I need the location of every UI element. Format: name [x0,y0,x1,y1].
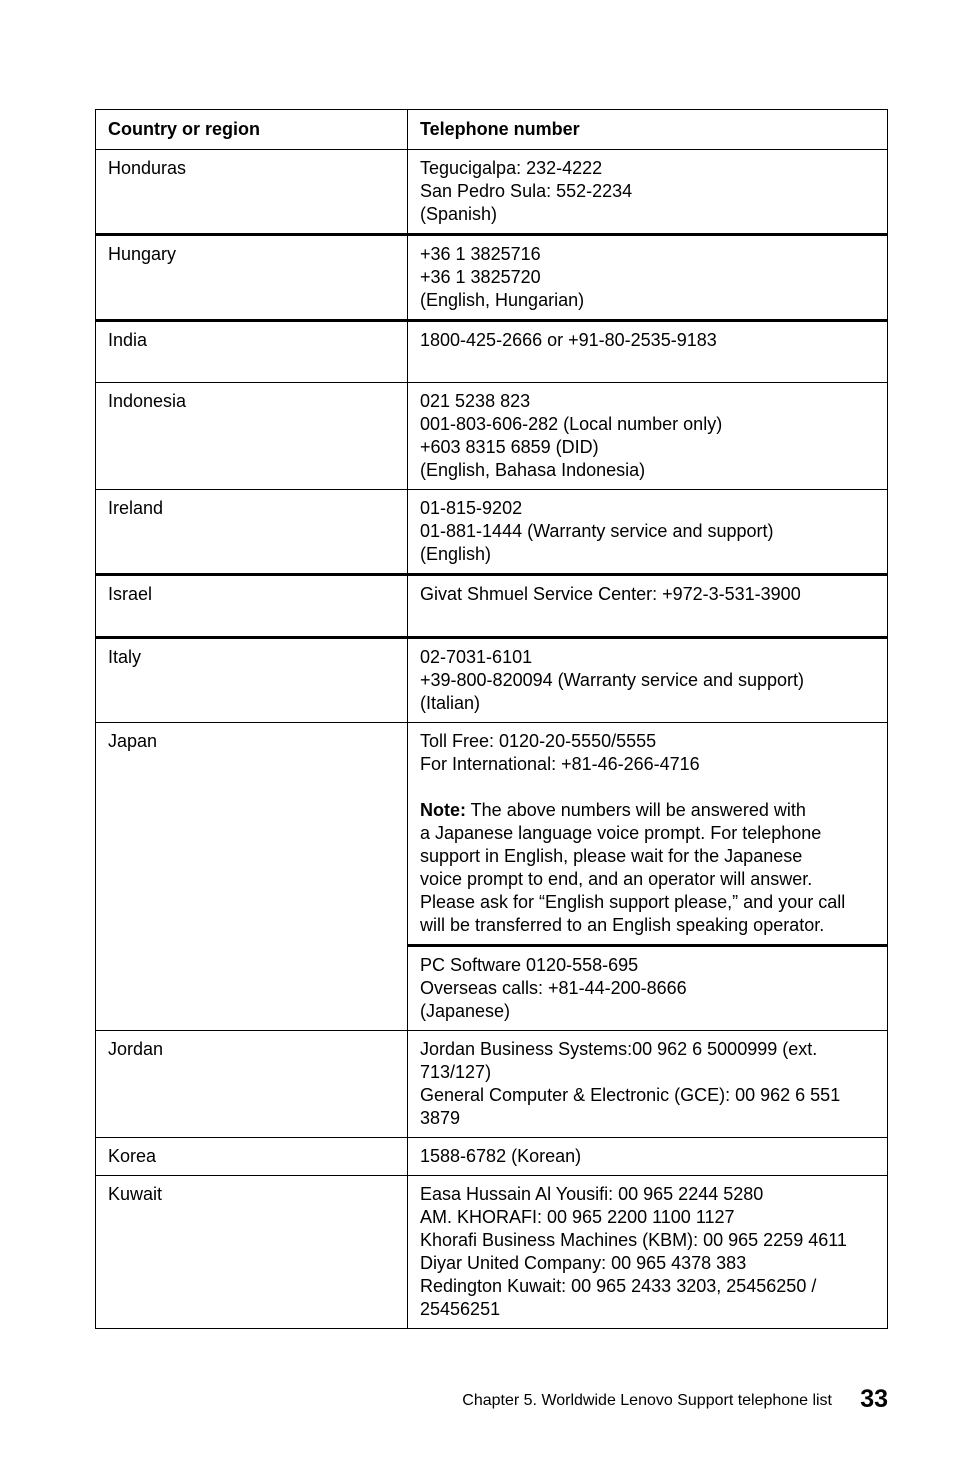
phone-line: Khorafi Business Machines (KBM): 00 965 2259 4611 [420,1230,847,1250]
phone-line: San Pedro Sula: 552-2234 [420,181,633,201]
phone-cell [408,383,888,490]
phone-line: +603 8315 6859 (DID) [420,437,599,457]
phone-line: 02-7031-6101 [420,647,533,667]
phone-line: (Spanish) [420,204,498,224]
phone-line: +36 1 3825720 [420,267,541,287]
phone-cell [408,1031,888,1138]
support-phone-table [95,109,888,1329]
phone-cell [408,490,888,575]
table-row [96,723,888,946]
note-line: Please ask for “English support please,” and your call [420,892,846,912]
note-line: support in English, please wait for the Japanese [420,846,803,866]
note-line: voice prompt to end, and an operator will answer. [420,869,813,889]
phone-line: (Japanese) [420,1001,511,1021]
phone-line: 01-815-9202 [420,498,523,518]
country-cell: Kuwait [96,1176,408,1329]
chapter-title: Chapter 5. Worldwide Lenovo Support telephone list [462,1392,832,1409]
phone-line: Overseas calls: +81-44-200-8666 [420,978,687,998]
phone-line: Redington Kuwait: 00 965 2433 3203, 25456250 / [420,1276,817,1296]
phone-cell [408,235,888,321]
phone-line: Jordan Business Systems:00 962 6 5000999 (ext. [420,1039,818,1059]
phone-line: (English) [420,544,492,564]
phone-line: General Computer & Electronic (GCE): 00 962 6 551 [420,1085,841,1105]
note-line: a Japanese language voice prompt. For telephone [420,823,822,843]
phone-line: 1800-425-2666 or +91-80-2535-9183 [420,330,717,350]
column-header-phone: Telephone number [408,110,888,150]
phone-line: Givat Shmuel Service Center: +972-3-531-3900 [420,584,801,604]
phone-line: Toll Free: 0120-20-5550/5555 [420,731,657,751]
phone-cell [408,1176,888,1329]
table-row [96,150,888,235]
phone-line: (English, Bahasa Indonesia) [420,460,646,480]
note-line [420,799,876,822]
table-row [96,575,888,638]
phone-line: 001-803-606-282 (Local number only) [420,414,723,434]
country-cell: Italy [96,638,408,723]
phone-line: +39-800-820094 (Warranty service and support) [420,670,805,690]
phone-line: 25456251 [420,1299,501,1319]
phone-line: 713/127) [420,1062,492,1082]
phone-cell [408,723,888,946]
phone-line: 1588-6782 (Korean) [420,1146,582,1166]
page-number: 33 [860,1385,888,1413]
country-cell: Indonesia [96,383,408,490]
country-cell: Honduras [96,150,408,235]
table-row [96,235,888,321]
table-row [96,638,888,723]
column-header-country: Country or region [96,110,408,150]
country-cell: Ireland [96,490,408,575]
phone-line: Tegucigalpa: 232-4222 [420,158,603,178]
country-cell: Hungary [96,235,408,321]
phone-line: (Italian) [420,693,481,713]
phone-cell [408,150,888,235]
note-text: The above numbers will be answered with [466,800,806,820]
phone-cell [408,638,888,723]
phone-line: Easa Hussain Al Yousifi: 00 965 2244 5280 [420,1184,764,1204]
phone-cell [408,1138,888,1176]
country-cell: India [96,321,408,383]
phone-cell [408,946,888,1031]
phone-cell [408,321,888,383]
country-cell: Israel [96,575,408,638]
phone-line: 01-881-1444 (Warranty service and support) [420,521,774,541]
country-cell: Jordan [96,1031,408,1138]
note-line: will be transferred to an English speaking operator. [420,915,825,935]
phone-line: PC Software 0120-558-695 [420,955,639,975]
table-row [96,1138,888,1176]
table-row [96,321,888,383]
table-row [96,383,888,490]
phone-cell [408,575,888,638]
phone-line: 021 5238 823 [420,391,531,411]
phone-line: AM. KHORAFI: 00 965 2200 1100 1127 [420,1207,735,1227]
phone-line: Diyar United Company: 00 965 4378 383 [420,1253,747,1273]
table-row [96,1031,888,1138]
country-cell: Korea [96,1138,408,1176]
table-header-row [96,110,888,150]
country-cell: Japan [96,723,408,1031]
phone-line: +36 1 3825716 [420,244,541,264]
table-row [96,1176,888,1329]
phone-line: For International: +81-46-266-4716 [420,754,700,774]
table-row [96,490,888,575]
phone-line: 3879 [420,1108,461,1128]
page-footer [426,1385,888,1415]
phone-line: (English, Hungarian) [420,290,585,310]
note-label: Note: [420,800,466,820]
